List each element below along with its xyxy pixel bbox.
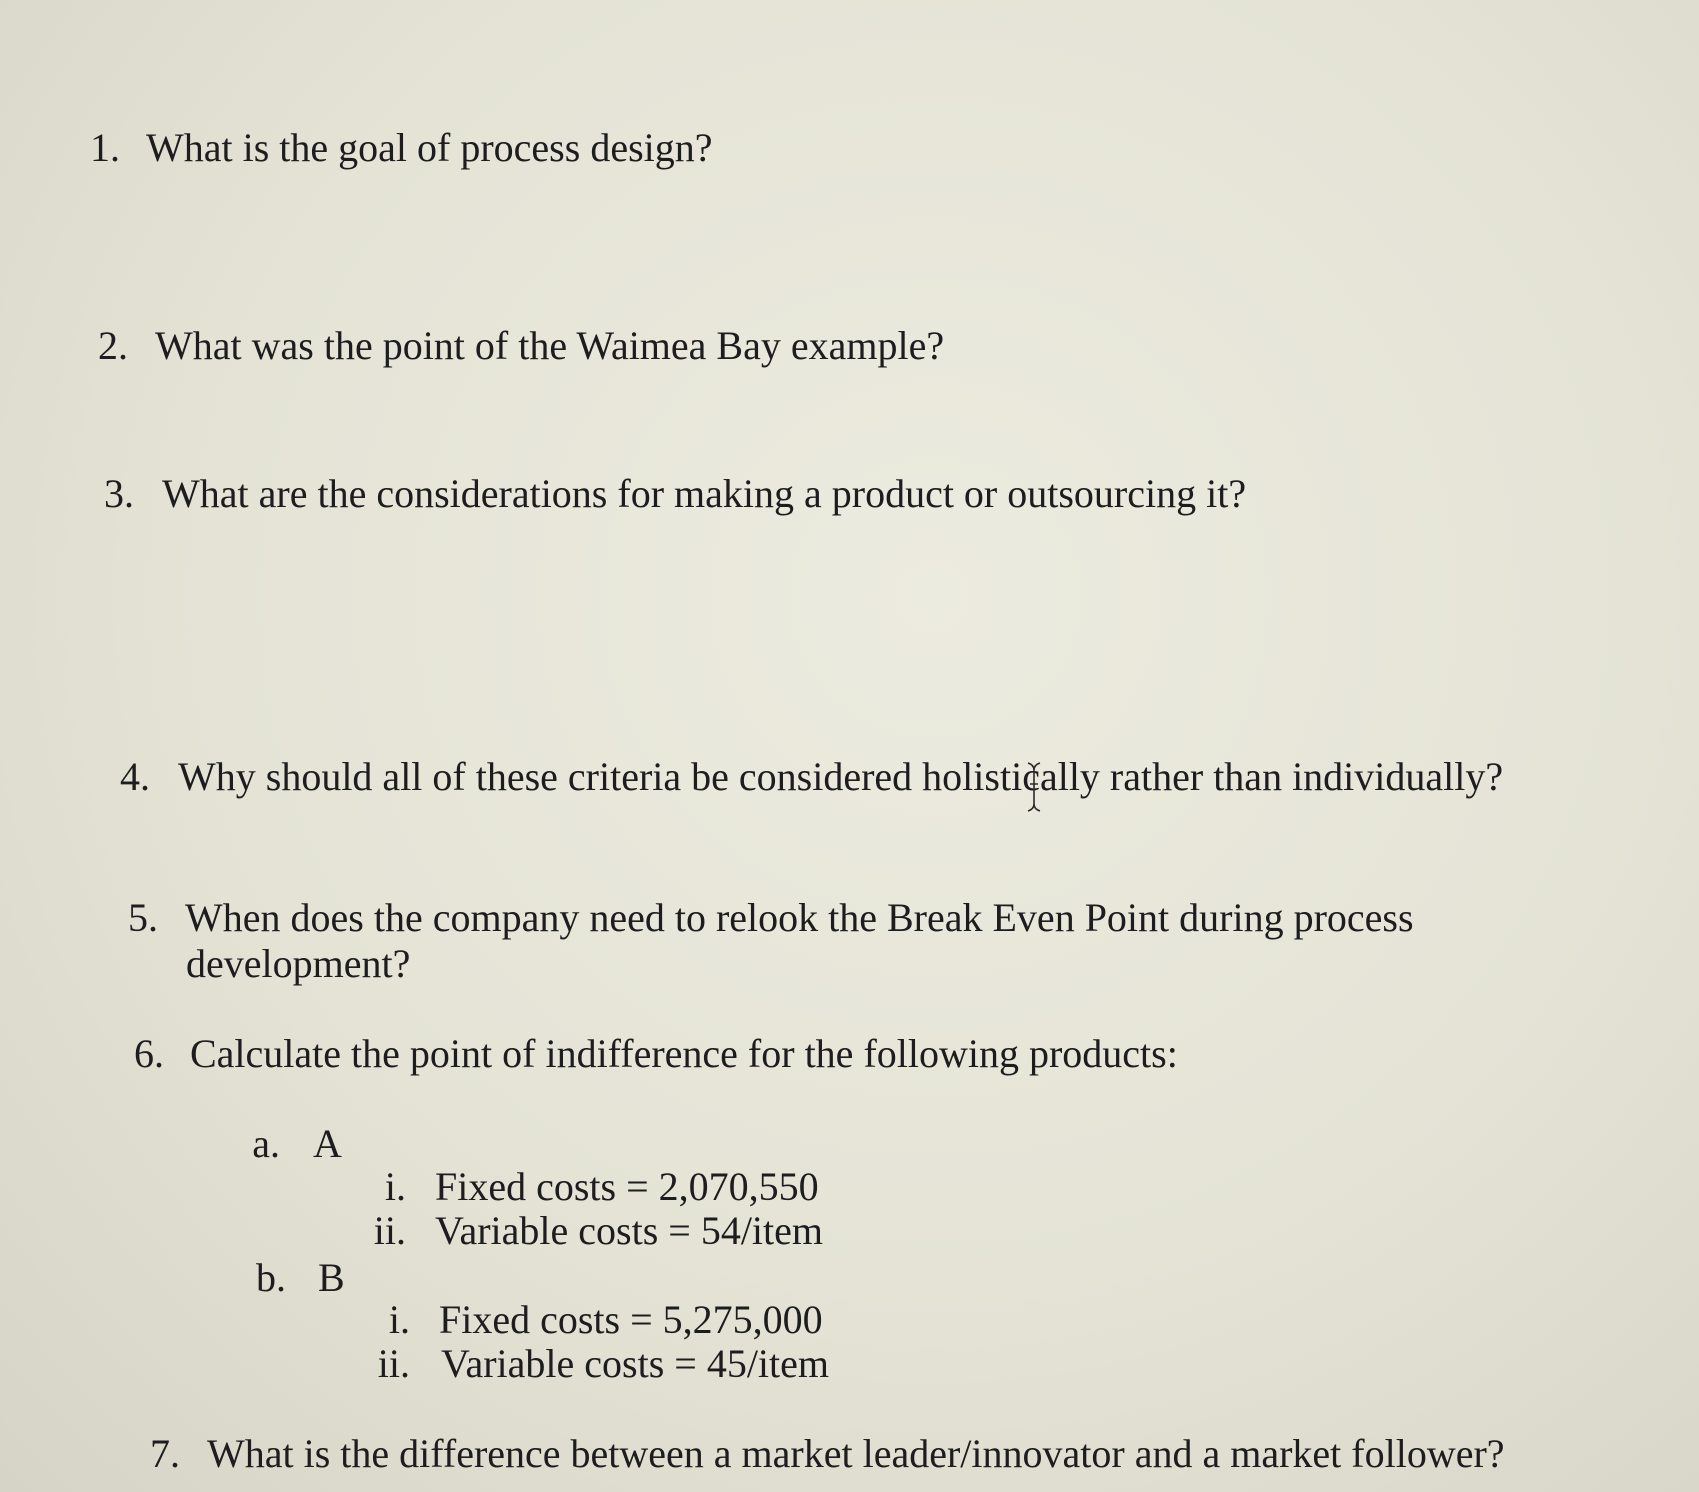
question-text: What is the goal of process design? <box>146 125 713 170</box>
question-text-cont: development? <box>186 941 411 986</box>
roman-numeral: ii. <box>373 1208 406 1253</box>
product-name: B <box>318 1255 345 1300</box>
question-number: 4. <box>120 754 150 799</box>
roman-numeral: i. <box>384 1164 406 1209</box>
question-text: What was the point of the Waimea Bay example? <box>155 323 945 368</box>
question-text: Calculate the point of indifference for the following products: <box>190 1031 1178 1076</box>
question-number: 1. <box>90 125 120 170</box>
question-number: 7. <box>150 1431 180 1476</box>
product-letter: a. <box>252 1121 280 1166</box>
question-text: What is the difference between a market leader/innovator and a market follower? <box>207 1431 1505 1476</box>
question-number: 5. <box>128 895 158 940</box>
question-text: When does the company need to relook the Break Even Point during process <box>185 895 1414 940</box>
cost-text: Fixed costs = 5,275,000 <box>439 1297 823 1342</box>
product-name: A <box>313 1121 342 1166</box>
question-text: Why should all of these criteria be considered holistically rather than individually? <box>178 754 1504 799</box>
roman-numeral: ii. <box>377 1341 410 1386</box>
text-cursor-icon <box>1027 762 1041 812</box>
question-number: 6. <box>134 1031 164 1076</box>
cost-text: Fixed costs = 2,070,550 <box>435 1164 819 1209</box>
cost-text: Variable costs = 54/item <box>435 1208 824 1253</box>
roman-numeral: i. <box>388 1297 410 1342</box>
question-number: 2. <box>98 323 128 368</box>
cost-text: Variable costs = 45/item <box>441 1341 830 1386</box>
question-number: 3. <box>104 471 134 516</box>
question-text: What are the considerations for making a product or outsourcing it? <box>162 471 1247 516</box>
product-letter: b. <box>256 1255 286 1300</box>
